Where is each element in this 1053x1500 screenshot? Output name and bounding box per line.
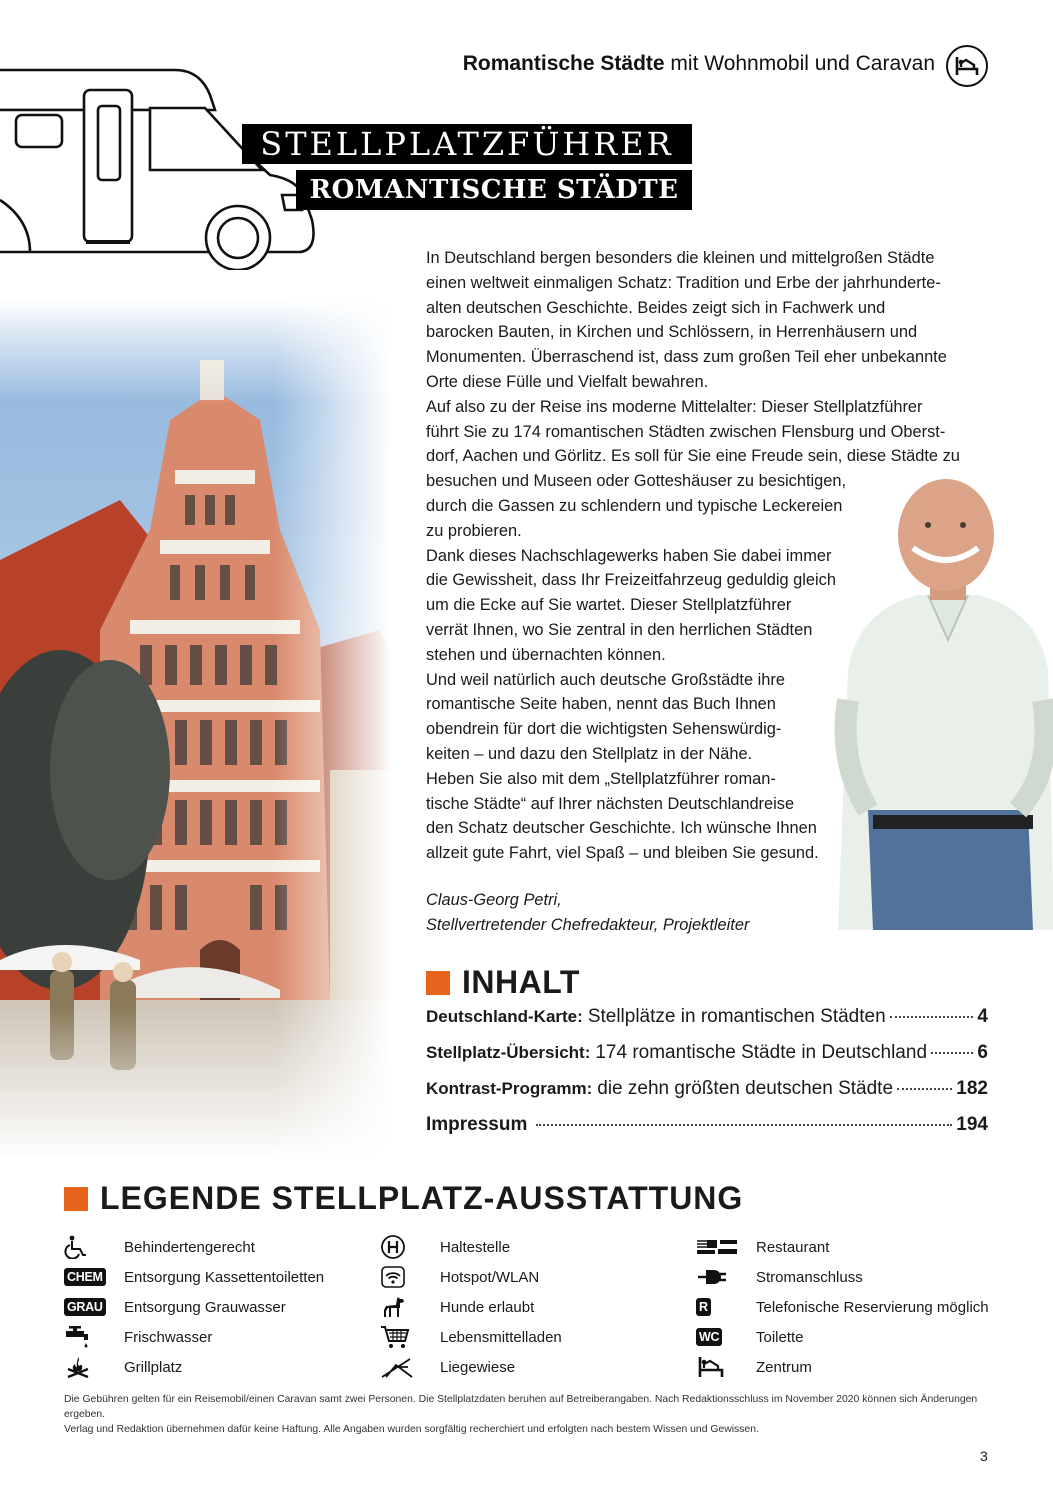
intro-line: romantische Seite haben, nennt das Buch Ihnen xyxy=(426,695,776,714)
intro-line: den Schatz deutscher Geschichte. Ich wünsche Ihnen xyxy=(426,819,817,838)
legend-item xyxy=(380,1292,562,1322)
legend-label: Restaurant xyxy=(756,1238,830,1256)
toc-entry-bold: Deutschland-Karte: xyxy=(426,1007,583,1026)
toc-leader-dots xyxy=(890,1016,974,1018)
intro-line: keiten – und dazu den Stellplatz in der Nähe. xyxy=(426,744,753,763)
intro-line: Auf also zu der Reise ins moderne Mittelalter: Dieser Stellplatzführer xyxy=(426,397,923,416)
legend-label: Toilette xyxy=(756,1328,804,1346)
legend-label: Entsorgung Grauwasser xyxy=(124,1298,286,1316)
intro-line: Orte diese Fülle und Vielfalt bewahren. xyxy=(426,372,709,391)
intro-line: Und weil natürlich auch deutsche Großstädte ihre xyxy=(426,670,785,689)
toc-entry-page: 4 xyxy=(977,1006,988,1027)
legend-item xyxy=(64,1352,324,1382)
toilet-tag: WC xyxy=(696,1328,722,1346)
legend-label: Frischwasser xyxy=(124,1328,213,1346)
grill-icon xyxy=(64,1354,110,1380)
toc-leader-dots xyxy=(897,1088,952,1090)
legend-item xyxy=(380,1352,562,1382)
toc-entry[interactable] xyxy=(426,1114,988,1150)
title-banner-line2: ROMANTISCHE STÄDTE xyxy=(296,170,692,210)
title-banner-line1: STELLPLATZFÜHRER xyxy=(242,124,692,164)
intro-line: stehen und übernachten können. xyxy=(426,645,666,664)
toc-entry-page: 6 xyxy=(977,1042,988,1063)
signature-role: Stellvertretender Chefredakteur, Projektleiter xyxy=(426,915,750,934)
author-portrait xyxy=(828,470,1053,930)
intro-line: um die Ecke auf Sie wartet. Dieser Stellplatzführer xyxy=(426,596,792,615)
legend-label: Hotspot/WLAN xyxy=(440,1268,540,1286)
legend-item xyxy=(64,1232,324,1262)
table-of-contents xyxy=(426,1006,988,1150)
intro-line: alten deutschen Geschichte. Beides zeigt sich in Fachwerk und xyxy=(426,298,886,317)
intro-line: Heben Sie also mit dem „Stellplatzführer roman- xyxy=(426,769,776,788)
bus-stop-icon xyxy=(380,1234,426,1260)
toc-entry-label: Stellplätze in romantischen Städten xyxy=(587,1006,886,1027)
cart-icon xyxy=(380,1324,426,1350)
orange-square-icon xyxy=(64,1187,88,1211)
legend-label: Entsorgung Kassettentoiletten xyxy=(124,1268,325,1286)
intro-line: Monumenten. Überraschend ist, dass zum großen Teil eher unbekannte xyxy=(426,348,947,367)
toc-entry-bold: Kontrast-Programm: xyxy=(426,1079,593,1098)
orange-square-icon xyxy=(426,971,450,995)
intro-line: besuchen und Museen oder Gotteshäuser zu besichtigen, xyxy=(426,472,847,491)
intro-line: dorf, Aachen und Görlitz. Es soll für Sie eine Freude sein, diese Städte zu xyxy=(426,447,960,466)
running-header xyxy=(463,52,935,76)
signature xyxy=(426,888,749,938)
legend-item xyxy=(380,1262,562,1292)
legend-item xyxy=(64,1292,324,1322)
reservation-tag: R xyxy=(696,1298,711,1316)
legend-label: Telefonische Reservierung möglich xyxy=(756,1298,989,1316)
intro-line: durch die Gassen zu schlendern und typische Leckereien xyxy=(426,496,843,515)
intro-line: verrät Ihnen, wo Sie zentral in den herrlichen Städten xyxy=(426,620,813,639)
legend-label: Stromanschluss xyxy=(756,1268,863,1286)
dog-icon xyxy=(380,1294,426,1320)
legend-item xyxy=(696,1322,989,1352)
toc-entry[interactable] xyxy=(426,1042,988,1078)
legend-item xyxy=(64,1262,324,1292)
legend-heading xyxy=(64,1180,743,1217)
wifi-icon xyxy=(380,1264,426,1290)
legend-item xyxy=(696,1292,989,1322)
intro-line: tische Städte“ auf Ihrer nächsten Deutschlandreise xyxy=(426,794,795,813)
zentrum-icon xyxy=(946,45,988,87)
chem-icon xyxy=(64,1264,110,1290)
footnote-line: Verlag und Redaktion übernehmen dafür keine Haftung. Alle Angaben wurden sorgfältig recherchiert und erfolgten nach bestem Wissen und Gewissen. xyxy=(64,1424,759,1435)
motorhome-illustration xyxy=(0,60,330,270)
toc-entry-label: die zehn größten deutschen Städte xyxy=(597,1078,894,1099)
legend-label: Haltestelle xyxy=(440,1238,511,1256)
toc-title: INHALT xyxy=(462,964,580,1000)
legend-label: Zentrum xyxy=(756,1358,812,1376)
intro-line: zu probieren. xyxy=(426,521,522,540)
legend-title: LEGENDE STELLPLATZ-AUSSTATTUNG xyxy=(100,1180,744,1216)
footnote-line: Die Gebühren gelten für ein Reisemobil/einen Caravan samt zwei Personen. Die Stellplatzdaten beruhen auf Betreiberangaben. Nach Redaktionsschluss im November 2020 können sich Änderungen ergeben. xyxy=(64,1394,978,1420)
intro-line: führt Sie zu 174 romantischen Städten zwischen Flensburg und Oberst- xyxy=(426,422,946,441)
legend-item xyxy=(380,1322,562,1352)
legend-column-2 xyxy=(380,1232,562,1382)
restaurant-icon xyxy=(696,1234,742,1260)
intro-line: obendrein für dort die wichtigsten Sehenswürdig- xyxy=(426,720,782,739)
toc-entry[interactable] xyxy=(426,1078,988,1114)
legend-label: Liegewiese xyxy=(440,1358,516,1376)
intro-line: die Gewissheit, dass Ihr Freizeitfahrzeug geduldig gleich xyxy=(426,571,836,590)
page-number: 3 xyxy=(980,1448,988,1464)
toc-leader-dots xyxy=(536,1124,952,1126)
signature-name: Claus-Georg Petri, xyxy=(426,891,562,909)
legend-item xyxy=(64,1322,324,1352)
toc-entry-page: 194 xyxy=(956,1114,988,1135)
toc-entry-bold: Impressum xyxy=(426,1114,528,1135)
legend-label: Hunde erlaubt xyxy=(440,1298,535,1316)
legend-label: Grillplatz xyxy=(124,1358,183,1376)
reservation-icon xyxy=(696,1294,742,1320)
intro-line: allzeit gute Fahrt, viel Spaß – und bleiben Sie gesund. xyxy=(426,844,819,863)
legend-column-3 xyxy=(696,1232,989,1382)
legend-label: Behindertengerecht xyxy=(124,1238,255,1256)
intro-line: Dank dieses Nachschlagewerks haben Sie dabei immer xyxy=(426,546,832,565)
grau-icon xyxy=(64,1294,110,1320)
water-tap-icon xyxy=(64,1324,110,1350)
legend-item xyxy=(696,1262,989,1292)
toc-entry[interactable] xyxy=(426,1006,988,1042)
intro-line: In Deutschland bergen besonders die kleinen und mittelgroßen Städte xyxy=(426,249,935,267)
toc-leader-dots xyxy=(931,1052,973,1054)
toc-heading xyxy=(426,964,580,1001)
toc-entry-bold: Stellplatz-Übersicht: xyxy=(426,1043,591,1062)
intro-line: einen weltweit einmaligen Schatz: Tradition und Erbe der jahrhunderte- xyxy=(426,273,941,292)
zentrum-icon xyxy=(696,1354,742,1380)
legend-item xyxy=(380,1232,562,1262)
grau-tag: GRAU xyxy=(64,1298,106,1316)
header-title-rest: mit Wohnmobil und Caravan xyxy=(664,52,935,75)
legend-item xyxy=(696,1232,989,1262)
legend-column-1 xyxy=(64,1232,324,1382)
power-plug-icon xyxy=(696,1264,742,1290)
legend-label: Lebensmittelladen xyxy=(440,1328,562,1346)
toc-entry-label: 174 romantische Städte in Deutschland xyxy=(595,1042,928,1063)
header-title-bold: Romantische Städte xyxy=(462,52,665,75)
deckchair-icon xyxy=(380,1354,426,1380)
toilet-icon xyxy=(696,1324,742,1350)
legend-item xyxy=(696,1352,989,1382)
wheelchair-icon xyxy=(64,1234,110,1260)
footnote xyxy=(64,1392,999,1437)
intro-line: barocken Bauten, in Kirchen und Schlössern, in Herrenhäusern und xyxy=(426,323,918,342)
townhall-photo xyxy=(0,300,392,1160)
chem-tag: CHEM xyxy=(64,1268,106,1286)
toc-entry-page: 182 xyxy=(956,1078,988,1099)
